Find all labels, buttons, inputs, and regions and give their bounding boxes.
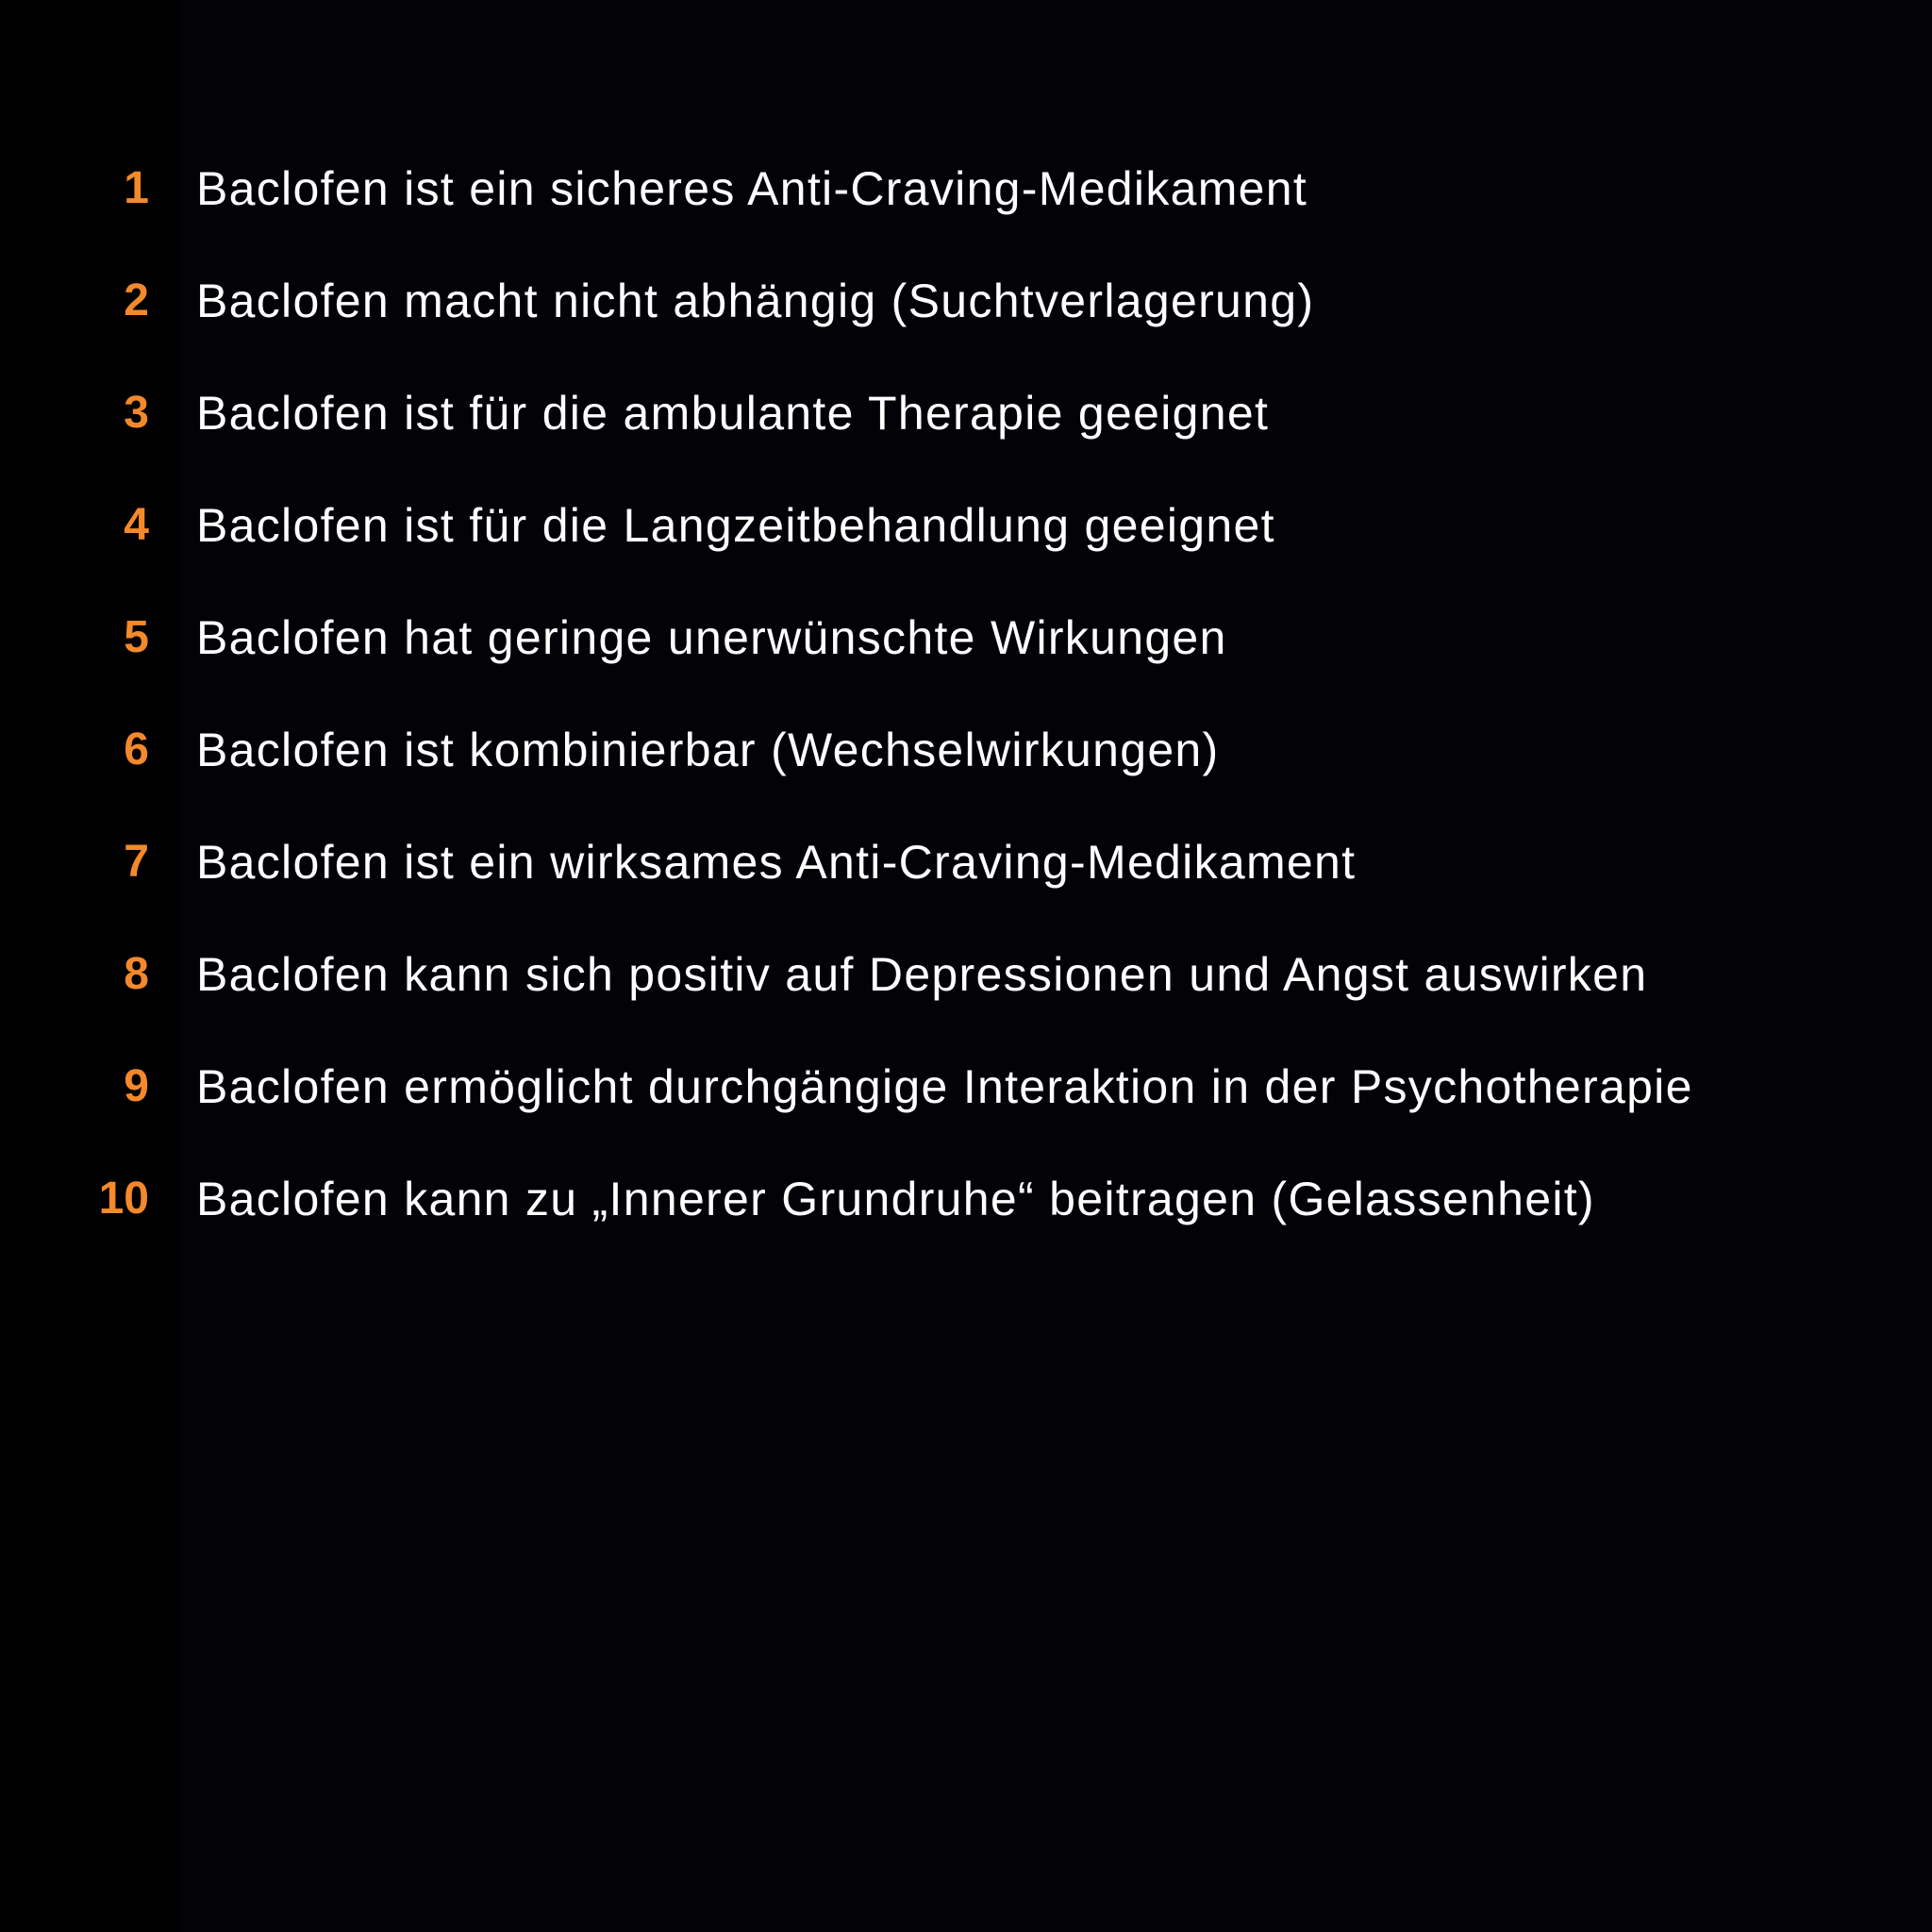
item-text: Baclofen kann zu „Innerer Grundruhe“ beitragen (Gelassenheit) — [196, 1172, 1595, 1225]
item-number: 1 — [124, 162, 149, 213]
numbered-list — [0, 132, 1932, 1255]
list-item — [0, 244, 1932, 357]
item-text: Baclofen ist für die ambulante Therapie geeignet — [196, 386, 1270, 440]
item-number: 10 — [98, 1173, 149, 1224]
item-number: 2 — [124, 275, 149, 325]
list-item — [0, 357, 1932, 469]
list-item — [0, 132, 1932, 244]
item-text: Baclofen ist kombinierbar (Wechselwirkungen) — [196, 723, 1220, 776]
list-item — [0, 806, 1932, 918]
item-text: Baclofen ist für die Langzeitbehandlung geeignet — [196, 498, 1275, 552]
item-text: Baclofen ist ein sicheres Anti-Craving-Medikament — [196, 161, 1308, 215]
item-text: Baclofen macht nicht abhängig (Suchtverlagerung) — [196, 274, 1315, 327]
item-number: 4 — [124, 499, 149, 550]
item-text: Baclofen kann sich positiv auf Depressionen und Angst auswirken — [196, 947, 1648, 1001]
item-number: 7 — [124, 836, 149, 887]
list-item — [0, 469, 1932, 581]
list-item — [0, 918, 1932, 1030]
list-item — [0, 693, 1932, 806]
item-text: Baclofen hat geringe unerwünschte Wirkungen — [196, 610, 1227, 664]
item-number: 8 — [124, 948, 149, 999]
item-text: Baclofen ermöglicht durchgängige Interaktion in der Psychotherapie — [196, 1059, 1693, 1113]
item-number: 3 — [124, 387, 149, 438]
item-number: 5 — [124, 611, 149, 662]
list-item — [0, 581, 1932, 693]
item-text: Baclofen ist ein wirksames Anti-Craving-Medikament — [196, 835, 1357, 889]
item-number: 6 — [124, 724, 149, 774]
list-item — [0, 1142, 1932, 1255]
item-number: 9 — [124, 1060, 149, 1111]
list-item — [0, 1030, 1932, 1142]
